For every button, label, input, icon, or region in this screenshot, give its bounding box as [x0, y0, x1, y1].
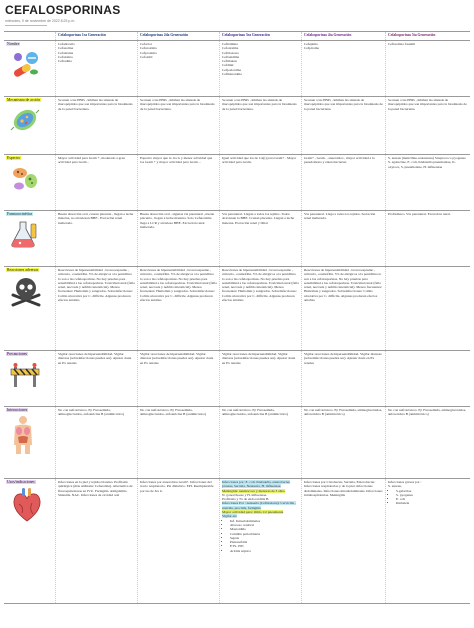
usos-gen3-line: Meningitis: neumococo y menores de 3 años. — [222, 488, 286, 493]
header-gen3: Cefalosporinas 3ra Generación — [220, 32, 302, 40]
interacciones-gen4: No con nefrotóxicos. Ej: Furosemida, aminoglucósidos, anfotericina B (antimicótico) — [302, 407, 386, 478]
row-label: Interacciones — [7, 408, 28, 412]
nombre-gen5: Ceftarolina fosamil — [388, 42, 416, 46]
row-label-cell — [4, 41, 56, 96]
nombre-gen4: Cefepima Cefpiroma — [302, 41, 386, 96]
row-label-cell — [4, 97, 56, 154]
precauciones-gen1: Vigilar reacciones de hipersensibilidad. Vigilar diarreas (sobreinfecciones puedes ser). Ajustar dosis en Px renales — [56, 351, 138, 406]
header-empty — [4, 32, 56, 40]
farmaco-gen3: Vía parenteral. Llegan a todos los tejidos .Todos atraviesan la BHE. Cruzan placenta. Llegan a leche materna. Excreción renal y biliar — [220, 211, 302, 266]
nombre-gen1: Cefadroxilo Cefazolina Cefalexina Cefalotina Cefradina — [56, 41, 138, 96]
espectro-gen2: Espectro mayor que la 1ra G y menor actividad que los Gram + y mayor actividad para Gram -. — [138, 155, 220, 210]
reacciones-gen1: Reacciones de hipersensibilidad , broncoespasmo , urticaria , eosinofilia. 5% de alérgicos a la penicilina lo son a las cefalosporinas. No hay pruebas para sensibilidad a las cefalosporinas. Toxicidad renal (falla renal, necrosis y nefritis intersticial). Menos frecuentes: Hemolisis y sangrados. Sobreinfecciones: Colitis ulcerativa por C. difficile. Algunas producen efectos antabus — [56, 267, 138, 350]
mecanismo-gen1: Se unen a las PBPs , inhiben las síntesis de mucopéptidos que son importantes para la biosíntesis de la pared bacteriana. — [56, 97, 138, 154]
title-divider — [5, 25, 47, 26]
header-gen5: Cefalosporinas 5ta Generación — [388, 33, 436, 37]
microbes-icon — [10, 163, 40, 193]
nombre-gen3: Cefiximina Cefotaxima Ceftriaxona Ceftazidima Ceftibuten Cefdinir Cefpodoxima Cefmanoxima — [220, 41, 302, 96]
row-nombre — [4, 40, 470, 96]
row-label-cell — [4, 267, 56, 350]
mecanismo-gen2: Se unen a las PBPs , inhiben las síntesis de mucopéptidos que son importantes para la biosíntesis de la pared bacteriana. — [138, 97, 220, 154]
usos-gen1: Infecciones en la piel y tejidos blandos. Profilaxis quirúrgica (más utilizada: Cefazolina). Alternativa de fluoroquinolonas en IVU. Faringitis. Amigdalitis. Sinusitis. NAC. Infecciones de cavidad oral — [56, 479, 138, 603]
mecanismo-gen4: Se unen a las PBPs , inhiben las síntesis de mucopéptidos que son importantes para la biosíntesis de la pared bacteriana. — [302, 97, 386, 154]
list-item: • S.galactiae — [396, 489, 468, 493]
list-item: • Celulitis periorbitaria — [230, 532, 299, 536]
list-item: • Mastoiditis — [230, 527, 299, 531]
precauciones-gen4: Vigilar reacciones de hipersensibilidad. Vigilar diarreas (sobreinfecciones puedes ser). Ajustar dosis en Px renales — [302, 351, 386, 406]
row-reacciones — [4, 266, 470, 350]
pills-icon — [10, 49, 40, 79]
row-label: Usos/indicaciones — [7, 480, 35, 484]
reacciones-gen4: Reacciones de hipersensibilidad , broncoespasmo , urticaria , eosinofilia. 5% de alérgicos a la penicilina lo son a las cefalosporinas. No hay pruebas para sensibilidad a las cefalosporinas. Toxicidad renal (falla renal, necrosis y nefritis intersticial). Menos frecuentes: Hemolisis y sangrados. Sobreinfecciones: Colitis ulcerativa por C. difficile. Algunas producen efectos antabus — [302, 267, 386, 350]
usos-gen3-line: Profilaxis y Tx de endocarditis B. — [222, 497, 270, 502]
row-label-cell — [4, 479, 56, 603]
farmaco-gen1: Buena absorción oral ,cruzan placenta , llegan a leche materna, no atraviesan BHE . Excreción renal inalterada. — [56, 211, 138, 266]
espectro-gen3: Igual actividad que los de 1ra(t) para Gram+ . Mayor actividad para Gram- — [220, 155, 302, 210]
list-item: • Klebsiela — [396, 501, 468, 505]
reacciones-gen5 — [386, 267, 470, 350]
reacciones-gen3: Reacciones de hipersensibilidad , broncoespasmo , urticaria , eosinofilia. 5% de alérgicos a la penicilina lo son a las cefalosporinas. No hay pruebas para sensibilidad a las cefalosporinas. Toxicidad renal (falla renal, necrosis y nefritis intersticial). Menos frecuentes: Hemolisis y sangrados. Sobreinfecciones: Colitis ulcerativa por C. difficile. Algunas producen efectos antabus — [220, 267, 302, 350]
row-espectro — [4, 154, 470, 210]
page-title: CEFALOSPORINAS — [5, 3, 121, 17]
usos-gen3-list — [222, 519, 299, 553]
farmaco-gen2: Buena absorción oral , algunas vía parenteral ,cruzan placenta , llegan a leche materna. Solo Cefuroxima llega a LCR y atraviesa BHE. Excreción renal inalterada. — [138, 211, 220, 266]
usos-gen3 — [220, 479, 302, 603]
precauciones-gen5 — [386, 351, 470, 406]
list-item: • E. coli — [396, 497, 468, 501]
row-label-cell — [4, 211, 56, 266]
row-label: Mecanismo de acción — [7, 98, 41, 102]
usos-gen4: Infecciones por Citrobacter, Serratia, Enterobacter. Infecciones respiratorias y de la piel. Infecciones abdominales. Infecciones intraabdominales. Infecciones intrahospitalarias. Meningitis — [302, 479, 386, 603]
row-precauciones — [4, 350, 470, 406]
list-item: • Inf. Intraabdominales — [230, 519, 299, 523]
interacciones-gen1: No con nefrotóxicos. Ej: Furosemida, aminoglucósidos, anfotericina B (antimicótico) — [56, 407, 138, 478]
header-gen2: Cefalosporinas 2da Generación — [138, 32, 220, 40]
interacciones-gen5: No con nefrotóxicos. Ej: Furosemida, aminoglucósidos, anfotericina B (antimicótico) — [388, 408, 467, 417]
lab-flask-icon — [10, 219, 40, 249]
mecanismo-gen3: Se unen a las PBPs , inhiben las síntesis de mucopéptidos que son importantes para la biosíntesis de la pared bacteriana. — [220, 97, 302, 154]
usos-gen2: Infecciones por anaerobios Gram+. Infecciones del tracto respiratorio. Pie diabético. EPI. Reemplazable por las de 3ra G — [138, 479, 220, 603]
row-mecanismo — [4, 96, 470, 154]
human-organs-icon — [10, 415, 36, 455]
interacciones-gen2: No con nefrotóxicos. Ej: Furosemida, aminoglucósidos, anfotericina B (antimicótico) — [138, 407, 220, 478]
precauciones-gen3: Vigilar reacciones de hipersensibilidad. Vigilar diarreas (sobreinfecciones puedes ser). Ajustar dosis en Px renales — [220, 351, 302, 406]
row-label-cell — [4, 407, 56, 478]
usos-gen3-line: Infecciones por: E. coli. Klebsiella, enterobacter, proteus, Serratia, Neisseria, H. influenzae. — [222, 480, 291, 489]
row-label: Nombre — [7, 42, 20, 46]
interacciones-gen3: No con nefrotóxicos. Ej: Furosemida, aminoglucósidos, anfotericina B (antimicótico) — [220, 407, 302, 478]
header-gen4: Cefalosporinas 4ta Generación — [302, 32, 386, 40]
bacteria-icon — [10, 105, 40, 135]
precauciones-gen2: Vigilar reacciones de hipersensibilidad. Vigilar diarreas (sobreinfecciones puedes ser). Ajustar dosis en Px renales — [138, 351, 220, 406]
usos-gen3-line: N. gonorrhoeae y H. influenzae. — [222, 492, 267, 497]
usos-gen3-sublabel: Vigilar en: — [222, 514, 237, 519]
row-label: Farmacocinética — [7, 212, 33, 216]
page-date: miércoles, 9 de noviembre de 2022 8:25 p.m. — [5, 19, 76, 23]
list-item: • ETS- EPI — [230, 544, 299, 548]
list-item: • Absceso cerebral — [230, 523, 299, 527]
row-interacciones — [4, 406, 470, 478]
row-label: Espectro — [7, 156, 21, 160]
row-usos — [4, 478, 470, 604]
row-label-cell — [4, 351, 56, 406]
row-farmacocinetica — [4, 210, 470, 266]
reacciones-gen2: Reacciones de hipersensibilidad , broncoespasmo , urticaria , eosinofilia. 5% de alérgicos a la penicilina lo son a las cefalosporinas. No hay pruebas para sensibilidad a las cefalosporinas. Toxicidad renal (falla renal, necrosis y nefritis intersticial). Menos frecuentes: Hemolisis y sangrados. Sobreinfecciones: Colitis ulcerativa por C. difficile. Algunas producen efectos antabus — [138, 267, 220, 350]
usos-gen5-list — [388, 489, 468, 506]
heart-organ-icon — [10, 487, 44, 525]
list-item: • Pielonefritis — [230, 540, 299, 544]
list-item: • Sepsis — [230, 536, 299, 540]
farmaco-gen5: Profármaco. Vía parenteral. Excreción renal. — [388, 212, 451, 216]
row-label: Reacciones adversas — [7, 268, 39, 272]
row-label: Precauciones — [7, 352, 28, 356]
farmaco-gen4: Vía parenteral. Llega a todos los tejidos. Secreción renal inalterada. — [302, 211, 386, 266]
espectro-gen1: Mayor actividad para Gram +, moderado a gran actividad para Gram - — [56, 155, 138, 210]
list-item: • S. pyogenes — [396, 493, 468, 497]
caution-barrier-icon — [10, 359, 40, 389]
nombre-gen2: Cefaclor Cefuroxima Cefprozima Cefoxitil — [138, 41, 220, 96]
usos-gen3-line: Infecciones Por : neisseria (Ceftriaxona): Cervicitis , uretritis, proctitis, faringitis. — [222, 501, 296, 510]
skull-crossbones-icon — [10, 275, 42, 307]
usos-gen5: Infecciones graves por : S. aureus, • S.galactiae • S. pyogenes • E. coli • Klebsiela — [386, 479, 470, 603]
header-row — [4, 31, 470, 40]
row-label-cell — [4, 155, 56, 210]
list-item: • Artritis séptica — [230, 549, 299, 553]
comparison-table — [4, 31, 470, 604]
mecanismo-gen5: Se unen a las PBPs , inhiben las síntesis de mucopéptidos que son importantes para la biosíntesis de la pared bacteriana. — [388, 98, 467, 111]
espectro-gen4: Gram+ , Gram- , anaerobios , mayor actividad a la pseudomona y enterobacterias — [302, 155, 386, 210]
espectro-gen5: S. aureus (meticilino-resistentes) Streptococo pyogenes S. agalactiae, E. coli, Klebsiella pneumoniae, K. oxytoca, S. pneumoniae, H. influenzae — [388, 156, 466, 169]
usos-gen3-line: Mayor actividad para: Otitis 1/2 pneumonia — [222, 510, 284, 515]
header-gen1: Cefalosporinas 1ra Generación — [56, 32, 138, 40]
